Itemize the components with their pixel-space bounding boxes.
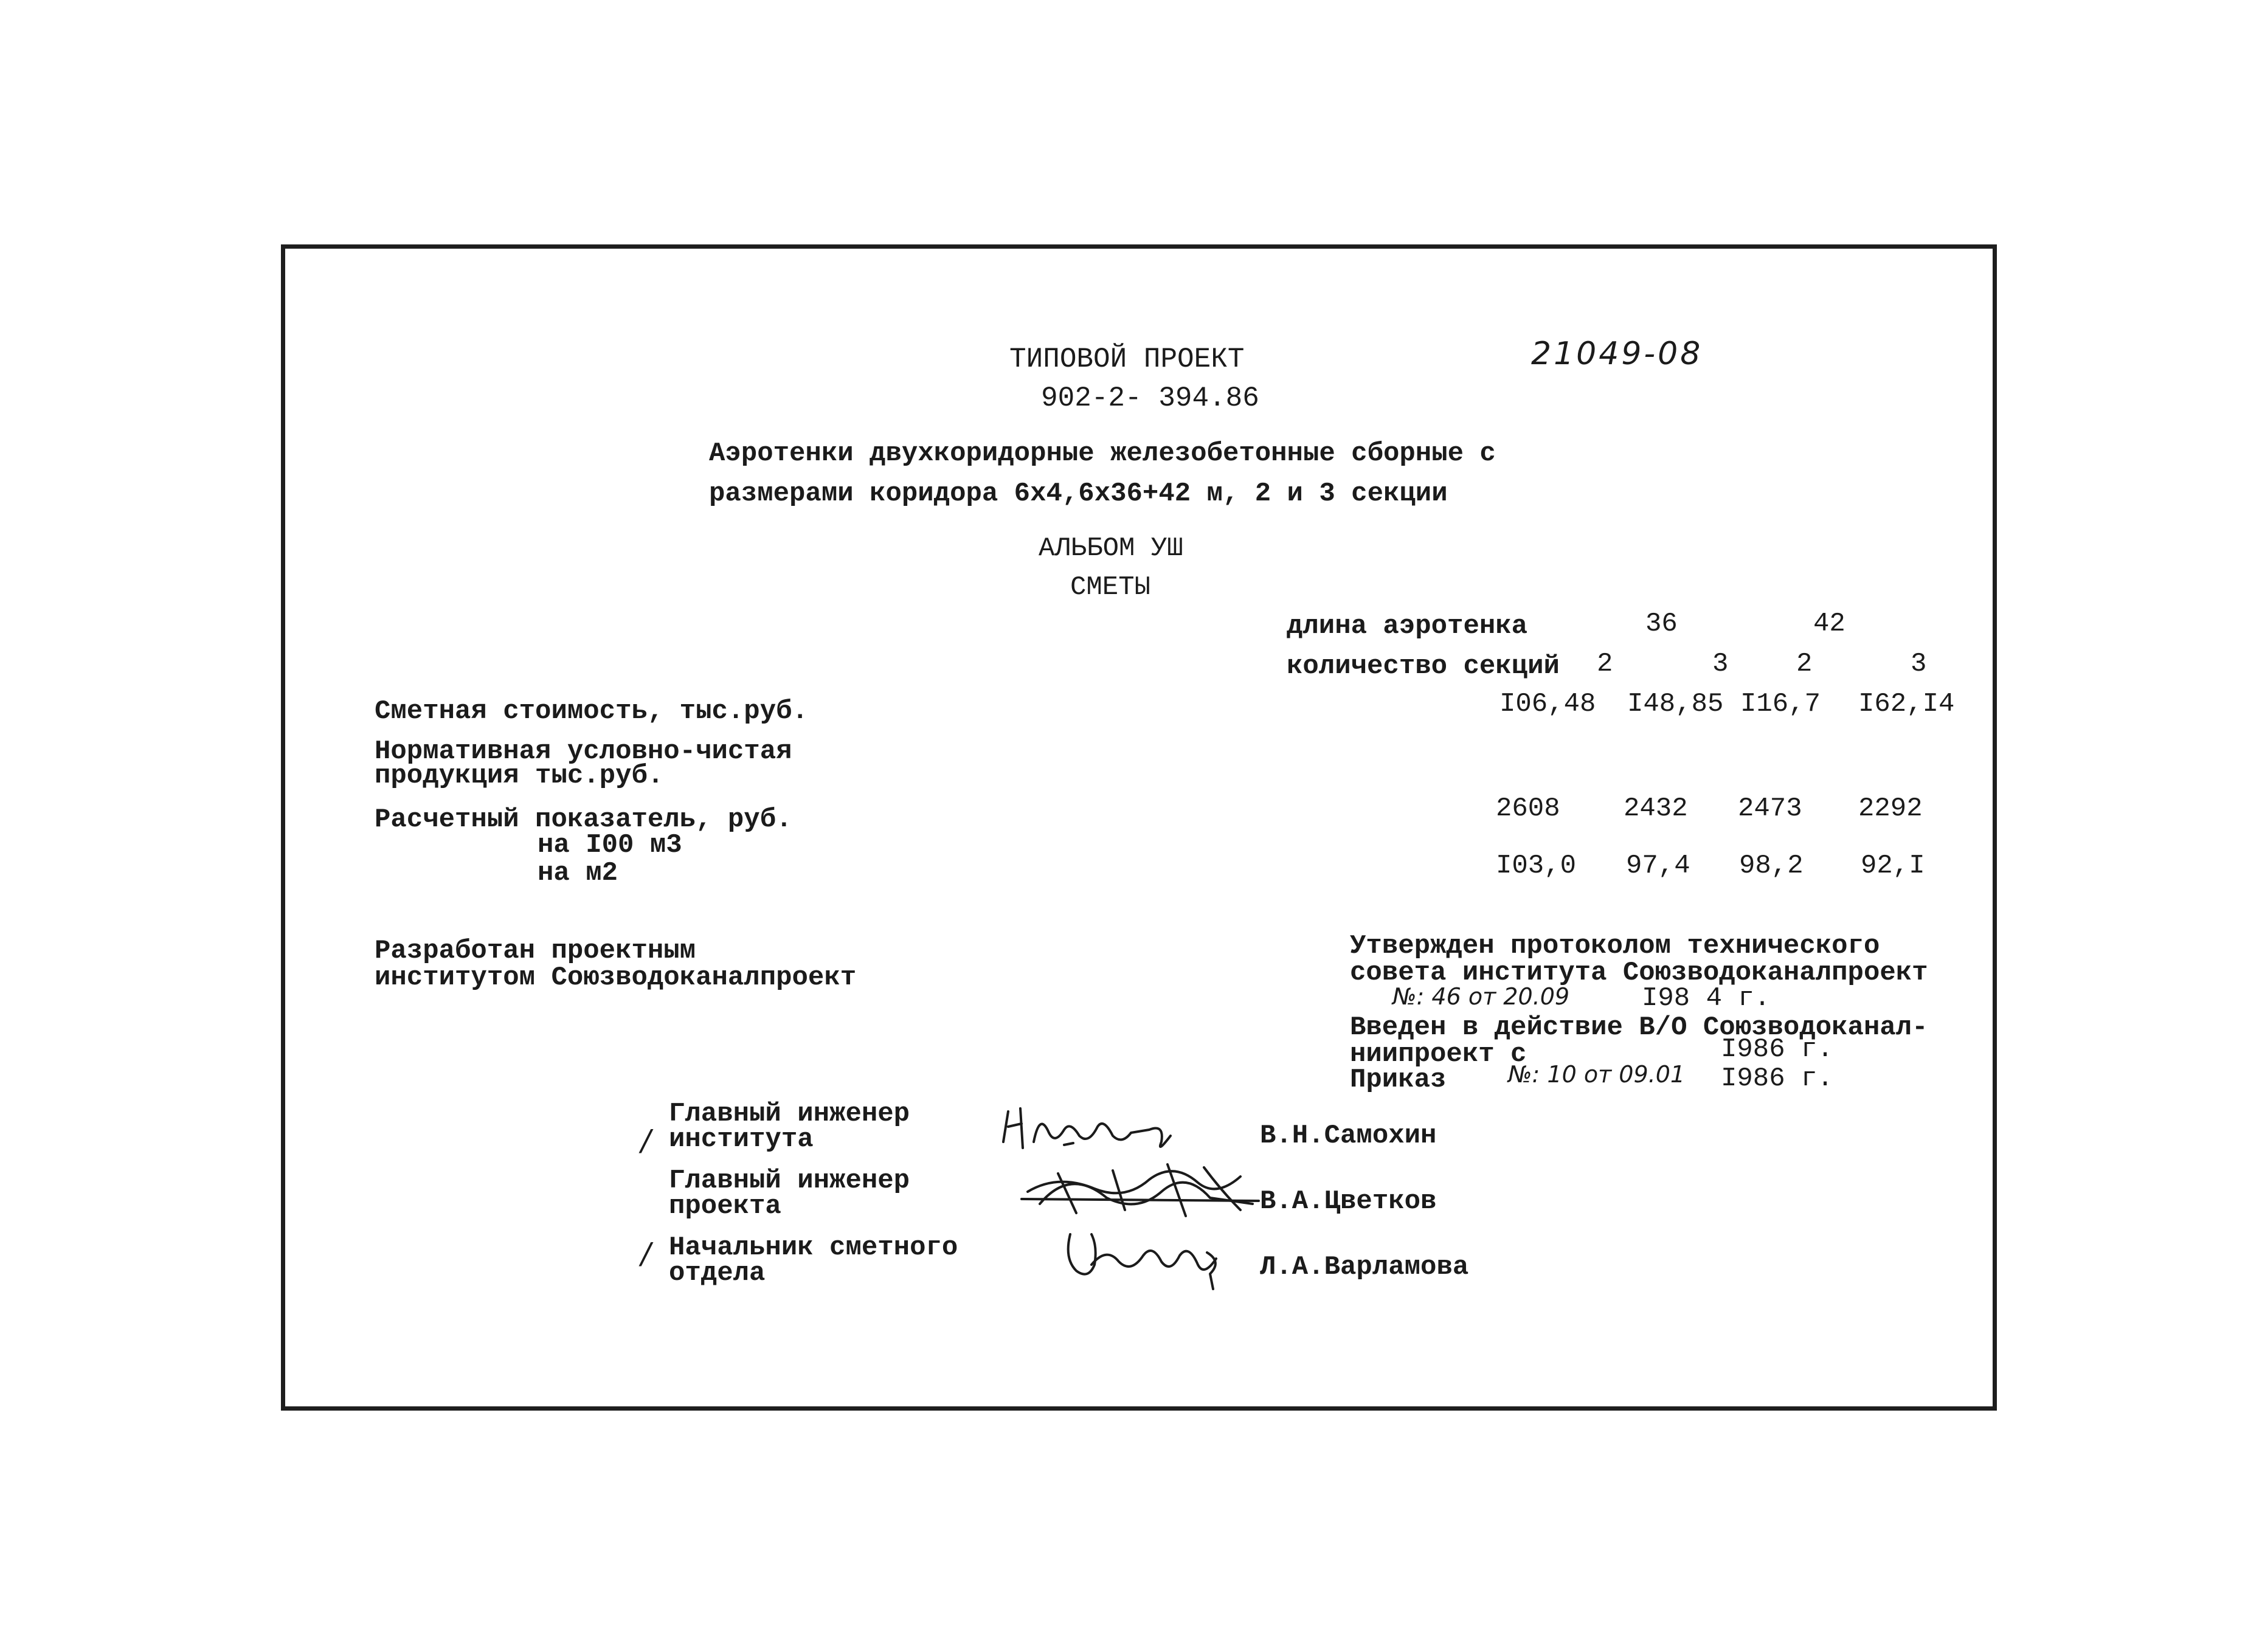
row-m2-value-1: I03,0 bbox=[1496, 851, 1577, 881]
signature-2-autograph bbox=[1022, 1155, 1265, 1222]
row-indicator-value-3: 2473 bbox=[1738, 793, 1802, 824]
check-mark-2: / bbox=[641, 1237, 651, 1271]
sections-value-4: 3 bbox=[1911, 649, 1927, 679]
row-indicator-value-2: 2432 bbox=[1624, 793, 1688, 824]
row-m2-value-3: 98,2 bbox=[1739, 851, 1804, 881]
inventory-number: 21049-08 bbox=[1531, 336, 1703, 372]
row-m2-value-4: 92,I bbox=[1861, 851, 1925, 881]
row-cost-value-3: I16,7 bbox=[1740, 689, 1821, 719]
approval-line-2: совета института Союзводоканалпроект bbox=[1350, 958, 1928, 988]
document-title: ТИПОВОЙ ПРОЕКТ bbox=[1009, 344, 1245, 375]
signature-1-autograph bbox=[997, 1099, 1210, 1160]
signature-3-autograph bbox=[1058, 1222, 1240, 1295]
row-product-label-1: Нормативная условно-чистая bbox=[375, 736, 792, 767]
row-m2-value-2: 97,4 bbox=[1626, 851, 1690, 881]
sections-value-3: 2 bbox=[1796, 649, 1813, 679]
signature-3-title-line-2: отдела bbox=[669, 1258, 766, 1288]
sections-value-2: 3 bbox=[1712, 649, 1729, 679]
row-indicator-label-1: Расчетный показатель, руб. bbox=[375, 804, 792, 835]
album-subtitle: СМЕТЫ bbox=[1070, 572, 1151, 603]
developer-line-1: Разработан проектным bbox=[375, 936, 696, 966]
row-indicator-value-4: 2292 bbox=[1858, 793, 1923, 824]
approval-line-1: Утвержден протоколом технического bbox=[1350, 931, 1880, 961]
row-indicator-value-1: 2608 bbox=[1496, 793, 1560, 824]
project-number: 902-2- 394.86 bbox=[1041, 382, 1259, 414]
row-cost-value-1: I06,48 bbox=[1499, 689, 1596, 719]
signature-2-title-line-2: проекта bbox=[669, 1191, 781, 1222]
length-value-2: 42 bbox=[1813, 609, 1845, 639]
signature-3-title-line-1: Начальник сметного bbox=[669, 1232, 958, 1263]
sections-label: количество секций bbox=[1287, 651, 1560, 682]
signature-2-name: В.А.Цветков bbox=[1260, 1186, 1437, 1217]
row-cost-value-2: I48,85 bbox=[1627, 689, 1724, 719]
signature-2-title-line-1: Главный инженер bbox=[669, 1166, 910, 1196]
order-handwritten: №: 10 от 09.01 bbox=[1508, 1061, 1686, 1088]
row-product-label-2: продукция тыс.руб. bbox=[375, 761, 664, 791]
album-label: АЛЬБОМ УШ bbox=[1039, 533, 1183, 564]
row-indicator-label-2: на I00 м3 bbox=[538, 830, 682, 860]
check-mark-1: / bbox=[641, 1124, 651, 1158]
row-cost-label: Сметная стоимость, тыс.руб. bbox=[375, 696, 808, 727]
signature-1-title-line-1: Главный инженер bbox=[669, 1099, 910, 1129]
introduction-line-1: Введен в действие В/О Союзводоканал- bbox=[1350, 1012, 1928, 1043]
order-year: I986 г. bbox=[1721, 1063, 1833, 1094]
sections-value-1: 2 bbox=[1597, 649, 1613, 679]
description-line-1: Аэротенки двухкоридорные железобетонные сборные с bbox=[709, 438, 1496, 469]
approval-protocol-handwritten: №: 46 от 20.09 bbox=[1392, 983, 1570, 1010]
description-line-2: размерами коридора 6х4,6х36+42 м, 2 и 3 секции bbox=[709, 479, 1448, 509]
length-value-1: 36 bbox=[1645, 609, 1678, 639]
row-m2-label: на м2 bbox=[538, 858, 618, 888]
introduction-year: I986 г. bbox=[1721, 1034, 1833, 1065]
signature-3-name: Л.А.Варламова bbox=[1260, 1252, 1469, 1282]
length-label: длина аэротенка bbox=[1287, 611, 1528, 641]
approval-year: I98 4 г. bbox=[1642, 983, 1771, 1014]
signature-1-name: В.Н.Самохин bbox=[1260, 1121, 1437, 1151]
developer-line-2: институтом Союзводоканалпроект bbox=[375, 963, 857, 993]
introduction-line-2: ниипроект с bbox=[1350, 1039, 1527, 1070]
order-label: Приказ bbox=[1350, 1065, 1447, 1095]
signature-1-title-line-2: института bbox=[669, 1124, 814, 1155]
row-cost-value-4: I62,I4 bbox=[1858, 689, 1955, 719]
